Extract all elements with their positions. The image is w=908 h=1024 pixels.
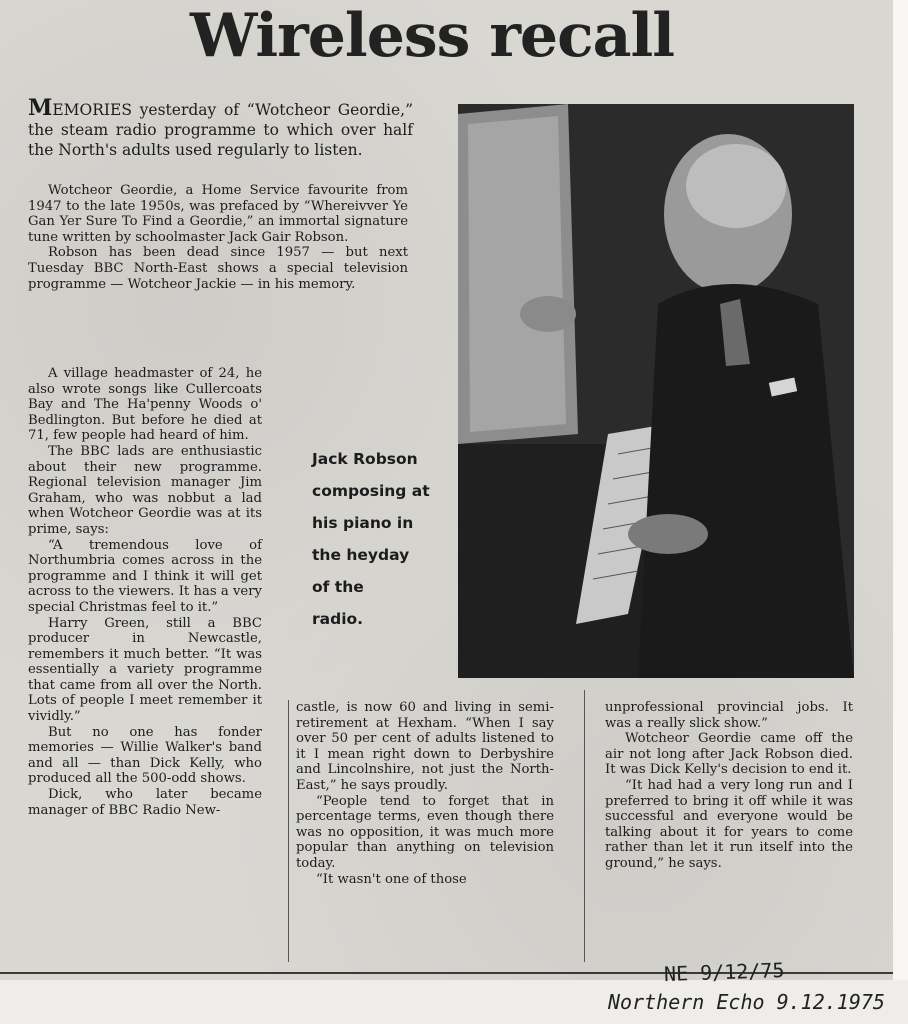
article-paragraph: Wotcheor Geordie came off the air not long after Jack Robson died. It was Dick Kelly's decision to end it. bbox=[605, 731, 853, 778]
article-paragraph: But no one has fonder memories — Willie Walker's band and all — than Dick Kelly, who produced all the 500-odd shows. bbox=[28, 724, 262, 787]
column-rule bbox=[584, 690, 585, 962]
photo-illustration bbox=[458, 104, 854, 678]
intro-paragraph: Wotcheor Geordie, a Home Service favourite from 1947 to the late 1950s, was prefaced by “Whereivver Ye Gan Yer Sure To Find a Geordie,” an immortal signature tune written by schoolmaster Jack Gair Robson. bbox=[28, 183, 408, 245]
caption-line: the heyday bbox=[312, 546, 410, 564]
lead-text: EMORIES yesterday of “Wotcheor Geordie,” the steam radio programme to which over half the North's adults used regularly to listen. bbox=[28, 101, 413, 159]
handwritten-source-note: Northern Echo 9.12.1975 bbox=[608, 990, 885, 1014]
left-column bbox=[28, 366, 262, 818]
caption-line: Jack Robson bbox=[312, 450, 418, 468]
article-paragraph: unprofessional provincial jobs. It was a really slick show.” bbox=[605, 700, 853, 731]
drop-cap: M bbox=[28, 95, 53, 121]
article-paragraph: castle, is now 60 and living in semi-retirement at Hexham. “When I say over 50 per cent of adults listened to it I mean right down to Derbyshire and Lincolnshire, not just the North-East,” he says proudly. bbox=[296, 700, 554, 793]
caption-line: of the bbox=[312, 578, 364, 596]
article-paragraph: “A tremendous love of Northumbria comes across in the programme and I think it will get across to the viewers. It has a very special Christmas feel to it.” bbox=[28, 537, 262, 615]
caption-line: composing at bbox=[312, 482, 430, 500]
headline: Wireless recall bbox=[190, 1, 675, 71]
lead-paragraph bbox=[28, 95, 413, 160]
right-column bbox=[605, 700, 853, 872]
middle-column bbox=[296, 700, 554, 887]
article-paragraph: A village headmaster of 24, he also wrote songs like Cullercoats Bay and The Ha'penny Woods o' Bedlington. But before he died at 71, few people had heard of him. bbox=[28, 366, 262, 444]
article-paragraph: The BBC lads are enthusiastic about their new programme. Regional television manager Jim Graham, who was nobbut a lad when Wotcheor Geordie was at its prime, says: bbox=[28, 443, 262, 537]
photo-caption bbox=[312, 443, 442, 635]
handwritten-date-mark: NE 9/12/75 bbox=[663, 957, 785, 987]
article-paragraph: Harry Green, still a BBC producer in Newcastle, remembers it much better. “It was essentially a variety programme that came from all over the North. Lots of people I meet remember it vividly.” bbox=[28, 615, 262, 725]
article-paragraph: “It wasn't one of those bbox=[316, 871, 467, 887]
article-paragraph: “It had had a very long run and I preferred to bring it off while it was successful and everyone would be talking about it for years to come rather than let it run itself into the ground,” he says. bbox=[605, 777, 853, 871]
column-rule bbox=[288, 700, 289, 962]
intro-paragraph: Robson has been dead since 1957 — but next Tuesday BBC North-East shows a special television programme — Wotcheor Jackie — in his memory. bbox=[28, 245, 408, 292]
page-margin bbox=[893, 0, 908, 1024]
photo-jack-robson bbox=[458, 104, 854, 678]
intro-text bbox=[28, 183, 408, 292]
caption-line: his piano in bbox=[312, 514, 414, 532]
article-paragraph: “People tend to forget that in percentage terms, even though there was no opposition, it was much more popular than anything on television today. bbox=[296, 793, 554, 871]
caption-line: radio. bbox=[312, 610, 364, 628]
article-paragraph: Dick, who later became manager of BBC Radio New- bbox=[28, 787, 262, 818]
